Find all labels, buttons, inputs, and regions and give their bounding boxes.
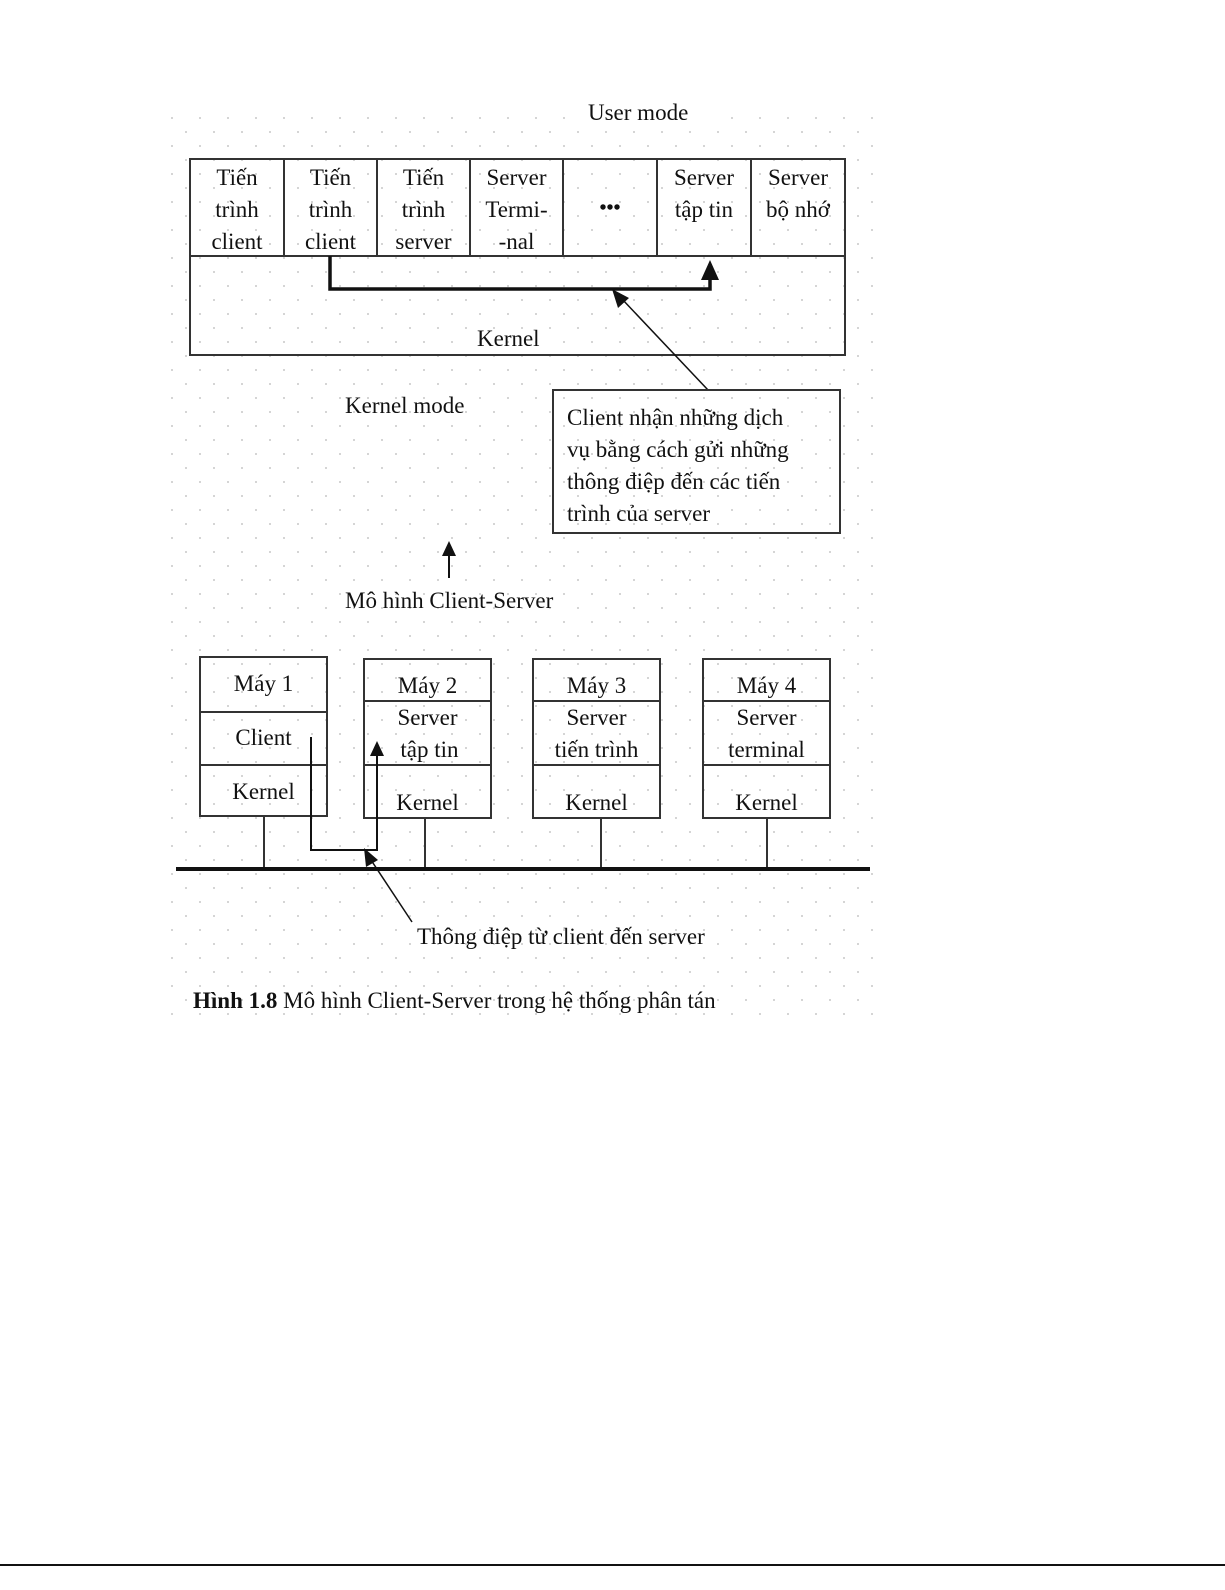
machine-name: Máy 1	[233, 671, 294, 696]
user-mode-label: User mode	[588, 100, 689, 125]
process-cell-line: Tiến	[216, 165, 258, 190]
process-cell-line: -nal	[498, 229, 535, 254]
machine-role: tập tin	[400, 737, 459, 762]
process-cell-line: Termi-	[485, 197, 548, 222]
process-cell	[305, 165, 357, 254]
machine-role: tiến trình	[554, 737, 639, 762]
process-cell-line: tập tin	[674, 197, 734, 222]
caption-text: Mô hình Client-Server trong hệ thống phân tán	[277, 988, 716, 1013]
process-cell-line: trình	[308, 197, 353, 222]
process-cell-line: Server	[486, 165, 547, 190]
process-cell-line: Server	[673, 165, 735, 190]
machine-role: Client	[235, 725, 292, 750]
process-cell	[599, 197, 620, 219]
machine-kernel: Kernel	[565, 790, 628, 815]
kernel-mode-label: Kernel mode	[345, 393, 465, 418]
caption-number: Hình 1.8	[193, 988, 278, 1013]
machine-kernel: Kernel	[396, 790, 459, 815]
machine-role: terminal	[728, 737, 805, 762]
process-cell	[211, 165, 263, 254]
machine-kernel: Kernel	[232, 779, 295, 804]
model-label: Mô hình Client-Server	[345, 588, 554, 613]
figure-caption	[193, 988, 716, 1013]
machine-name: Máy 3	[566, 673, 627, 698]
machine-role: Server	[397, 705, 458, 730]
kernel-label: Kernel	[477, 326, 540, 351]
process-cell-line: trình	[215, 197, 259, 222]
process-cell-line: client	[211, 229, 263, 254]
process-cell-line: bộ nhớ	[766, 197, 830, 222]
process-cell	[395, 165, 452, 254]
process-cell-line: •••	[599, 197, 621, 219]
process-cell-line: server	[395, 229, 452, 254]
callout-line: vụ bằng cách gửi những	[567, 437, 789, 462]
machine-kernel: Kernel	[735, 790, 798, 815]
process-cell-line: Tiến	[402, 165, 445, 190]
callout-line: trình của server	[567, 501, 711, 526]
machine-role: Server	[566, 705, 627, 730]
machine-name: Máy 2	[397, 673, 458, 698]
process-cell-line: trình	[401, 197, 446, 222]
callout-line: thông điệp đến các tiến	[567, 469, 781, 494]
process-cell-line: Tiến	[309, 165, 352, 190]
callout-line: Client nhận những dịch	[567, 405, 784, 430]
process-cell-line: client	[304, 229, 357, 254]
machine-role: Server	[736, 705, 797, 730]
message-label: Thông điệp từ client đến server	[417, 924, 705, 949]
machine-name: Máy 4	[736, 673, 797, 698]
process-cell-line: Server	[767, 165, 829, 190]
